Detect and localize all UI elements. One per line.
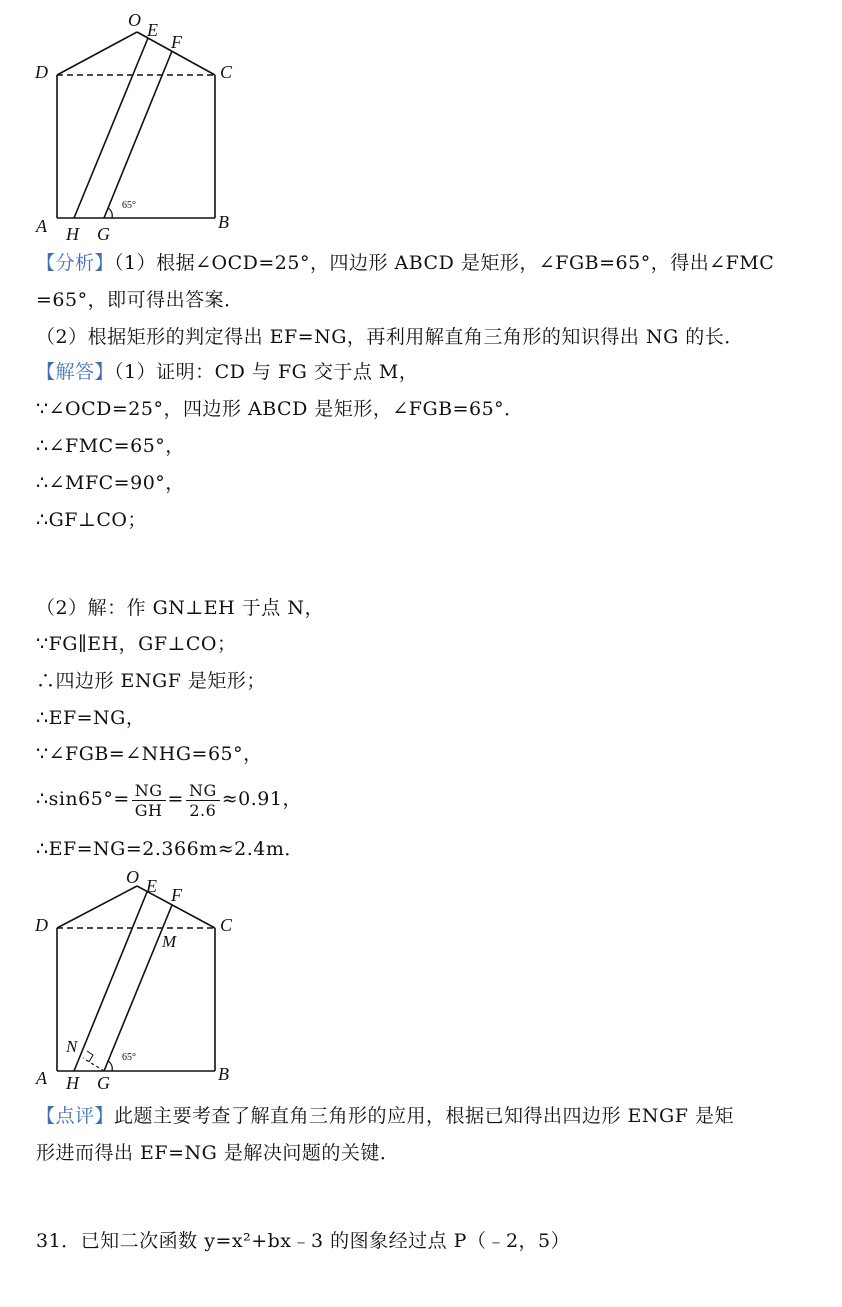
figure-1-diagram <box>0 0 842 245</box>
solution-line-2: ∵∠OCD=25°，四边形 ABCD 是矩形，∠FGB=65°． <box>36 398 524 420</box>
label-a: A <box>36 1068 47 1088</box>
figure-1 <box>0 0 842 245</box>
roof-do <box>57 32 137 75</box>
solution-line-10: ∵∠FGB=∠NHG=65°， <box>36 743 263 765</box>
comment-line-2: 形进而得出 EF=NG 是解决问题的关键． <box>36 1142 400 1164</box>
figure-2 <box>0 864 842 1094</box>
label-g: G <box>97 1073 110 1093</box>
segment-gn <box>83 1058 104 1071</box>
label-angle: 65° <box>122 200 136 211</box>
strip-fg <box>104 51 172 218</box>
analysis-line-2: =65°，即可得出答案． <box>36 289 244 311</box>
analysis-line-3: （2）根据矩形的判定得出 EF=NG，再利用解直角三角形的知识得出 NG 的长． <box>36 326 744 348</box>
strip-eh <box>74 38 148 218</box>
solution-line-5: ∴GF⊥CO； <box>36 509 147 531</box>
solution-line-3: ∴∠FMC=65°， <box>36 435 185 457</box>
solution-line-6: （2）解：作 GN⊥EH 于点 N， <box>36 597 324 619</box>
strip-eh <box>74 892 147 1071</box>
comment-tag: 【点评】 <box>36 1105 115 1127</box>
label-g: G <box>97 224 110 244</box>
question-31: 31．已知二次函数 y=x²+bx﹣3 的图象经过点 P（﹣2，5） <box>36 1230 571 1252</box>
angle-arc <box>108 208 112 218</box>
solution-line-9: ∴EF=NG， <box>36 707 146 729</box>
label-angle: 65° <box>122 1052 136 1063</box>
solution-line-4: ∴∠MFC=90°， <box>36 472 185 494</box>
solution-line-11: ∴sin65°= $\frac{NG}{GH}$ = $\frac{NG}{2.6}$ ≈0.91， <box>36 780 302 820</box>
roof-do <box>57 886 137 928</box>
label-h: H <box>66 224 79 244</box>
solution-line-7: ∵FG∥EH，GF⊥CO； <box>36 633 237 655</box>
analysis-tag: 【分析】 <box>36 252 115 274</box>
angle-arc <box>108 1061 112 1071</box>
label-d: D <box>35 915 48 935</box>
solution-tag: 【解答】 <box>36 361 115 383</box>
solution-line-12: ∴EF=NG=2.366m≈2.4m． <box>36 838 304 860</box>
solution-line-1: 【解答】（1）证明：CD 与 FG 交于点 M， <box>36 361 419 383</box>
label-c: C <box>220 915 233 935</box>
label-f: F <box>171 32 182 52</box>
fraction-ng-gh: $\frac{NG}{GH}$ <box>132 781 166 820</box>
label-c: C <box>220 62 233 82</box>
label-o: O <box>128 10 141 30</box>
strip-fg <box>104 905 172 1071</box>
label-n: N <box>66 1037 78 1056</box>
label-b: B <box>218 1064 229 1084</box>
analysis-line-1: 【分析】（1）根据∠OCD=25°，四边形 ABCD 是矩形，∠FGB=65°，得出∠FMC <box>36 252 775 274</box>
fraction-ng-2-6: $\frac{NG}{2.6}$ <box>186 781 220 820</box>
label-h: H <box>66 1073 79 1093</box>
label-f: F <box>171 885 182 905</box>
label-e: E <box>146 876 157 896</box>
label-o: O <box>126 867 139 887</box>
figure-2-diagram <box>0 864 842 1094</box>
label-a: A <box>36 216 47 236</box>
label-e: E <box>147 20 158 40</box>
comment-line-1: 【点评】此题主要考查了解直角三角形的应用，根据已知得出四边形 ENGF 是矩 <box>36 1105 734 1127</box>
solution-line-8: ∴四边形 ENGF 是矩形； <box>36 670 266 692</box>
label-d: D <box>35 62 48 82</box>
label-m: M <box>162 932 177 951</box>
label-b: B <box>218 212 229 232</box>
